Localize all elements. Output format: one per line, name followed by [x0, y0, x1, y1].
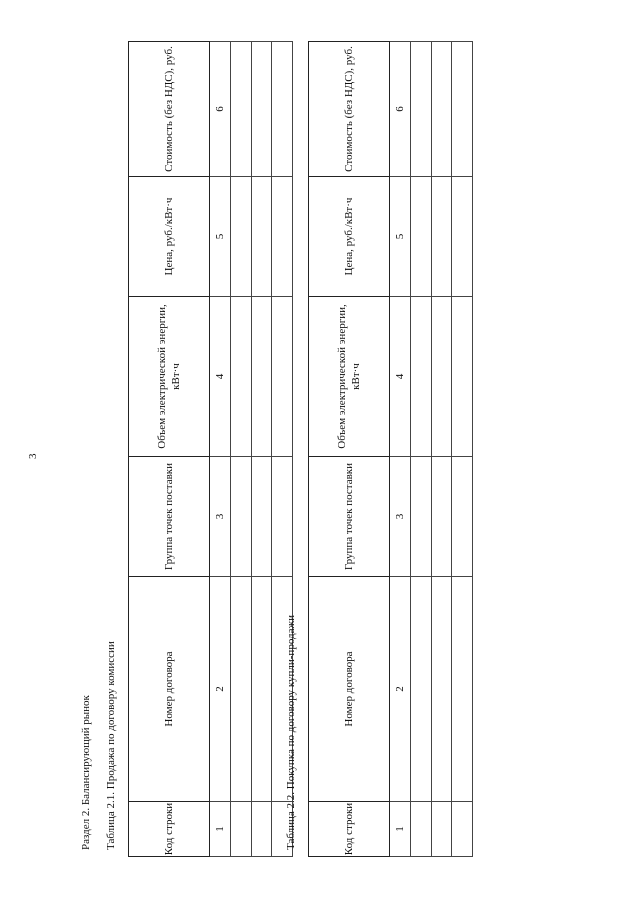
table-caption-2-2: Таблица 2.2. Покупка по договору купли-продажи [285, 615, 297, 850]
col-number: 4 [210, 297, 231, 457]
column-number-row [210, 42, 231, 857]
col-header-code: Код строки [129, 802, 210, 857]
col-header-cost: Стоимость (без НДС), руб. [129, 42, 210, 177]
table-cell[interactable] [272, 42, 293, 177]
col-header-contract: Номер договора [129, 577, 210, 802]
table-cell[interactable] [251, 457, 272, 577]
table-cell[interactable] [272, 177, 293, 297]
table-cell[interactable] [272, 297, 293, 457]
table-cell[interactable] [431, 177, 452, 297]
col-number: 2 [210, 577, 231, 802]
col-header-volume: Объем электрической энергии, кВт·ч [129, 297, 210, 457]
table-2-2 [308, 41, 473, 857]
table-cell[interactable] [411, 457, 432, 577]
table-cell[interactable] [251, 577, 272, 802]
table-cell[interactable] [452, 297, 473, 457]
col-header-group: Группа точек поставки [309, 457, 390, 577]
col-header-cost: Стоимость (без НДС), руб. [309, 42, 390, 177]
page-number: 3 [27, 453, 39, 459]
col-header-volume: Объем электрической энергии, кВт·ч [309, 297, 390, 457]
table-cell[interactable] [431, 577, 452, 802]
table-cell[interactable] [231, 297, 252, 457]
table-cell[interactable] [231, 457, 252, 577]
table-cell[interactable] [231, 577, 252, 802]
table-cell[interactable] [411, 177, 432, 297]
table-cell[interactable] [231, 802, 252, 857]
table-cell[interactable] [251, 42, 272, 177]
col-number: 3 [390, 457, 411, 577]
table-cell[interactable] [411, 802, 432, 857]
col-number: 5 [210, 177, 231, 297]
table-cell[interactable] [231, 177, 252, 297]
table-row [452, 42, 473, 857]
col-header-code: Код строки [309, 802, 390, 857]
col-number: 1 [390, 802, 411, 857]
col-header-price: Цена, руб./кВт·ч [129, 177, 210, 297]
col-number: 6 [390, 42, 411, 177]
table-cell[interactable] [431, 42, 452, 177]
col-number: 6 [210, 42, 231, 177]
table-row [411, 42, 432, 857]
table-cell[interactable] [411, 42, 432, 177]
col-number: 5 [390, 177, 411, 297]
table-cell[interactable] [452, 457, 473, 577]
table-header-row [309, 42, 390, 857]
table-row [231, 42, 252, 857]
table-cell[interactable] [431, 457, 452, 577]
table-cell[interactable] [272, 457, 293, 577]
col-header-price: Цена, руб./кВт·ч [309, 177, 390, 297]
section-title: Раздел 2. Балансирующий рынок [80, 695, 92, 850]
table-cell[interactable] [452, 177, 473, 297]
col-number: 1 [210, 802, 231, 857]
table-row [431, 42, 452, 857]
table-2-1 [128, 41, 293, 857]
table-cell[interactable] [452, 42, 473, 177]
table-cell[interactable] [251, 802, 272, 857]
table-row [251, 42, 272, 857]
column-number-row [390, 42, 411, 857]
table-cell[interactable] [431, 297, 452, 457]
table-cell[interactable] [411, 297, 432, 457]
table-cell[interactable] [452, 802, 473, 857]
table-cell[interactable] [231, 42, 252, 177]
table-header-row [129, 42, 210, 857]
col-number: 3 [210, 457, 231, 577]
col-header-contract: Номер договора [309, 577, 390, 802]
col-number: 2 [390, 577, 411, 802]
table-cell[interactable] [251, 297, 272, 457]
table-cell[interactable] [411, 577, 432, 802]
col-header-group: Группа точек поставки [129, 457, 210, 577]
col-number: 4 [390, 297, 411, 457]
table-cell[interactable] [251, 177, 272, 297]
table-cell[interactable] [431, 802, 452, 857]
table-caption-2-1: Таблица 2.1. Продажа по договору комиссии [105, 641, 117, 850]
table-cell[interactable] [452, 577, 473, 802]
